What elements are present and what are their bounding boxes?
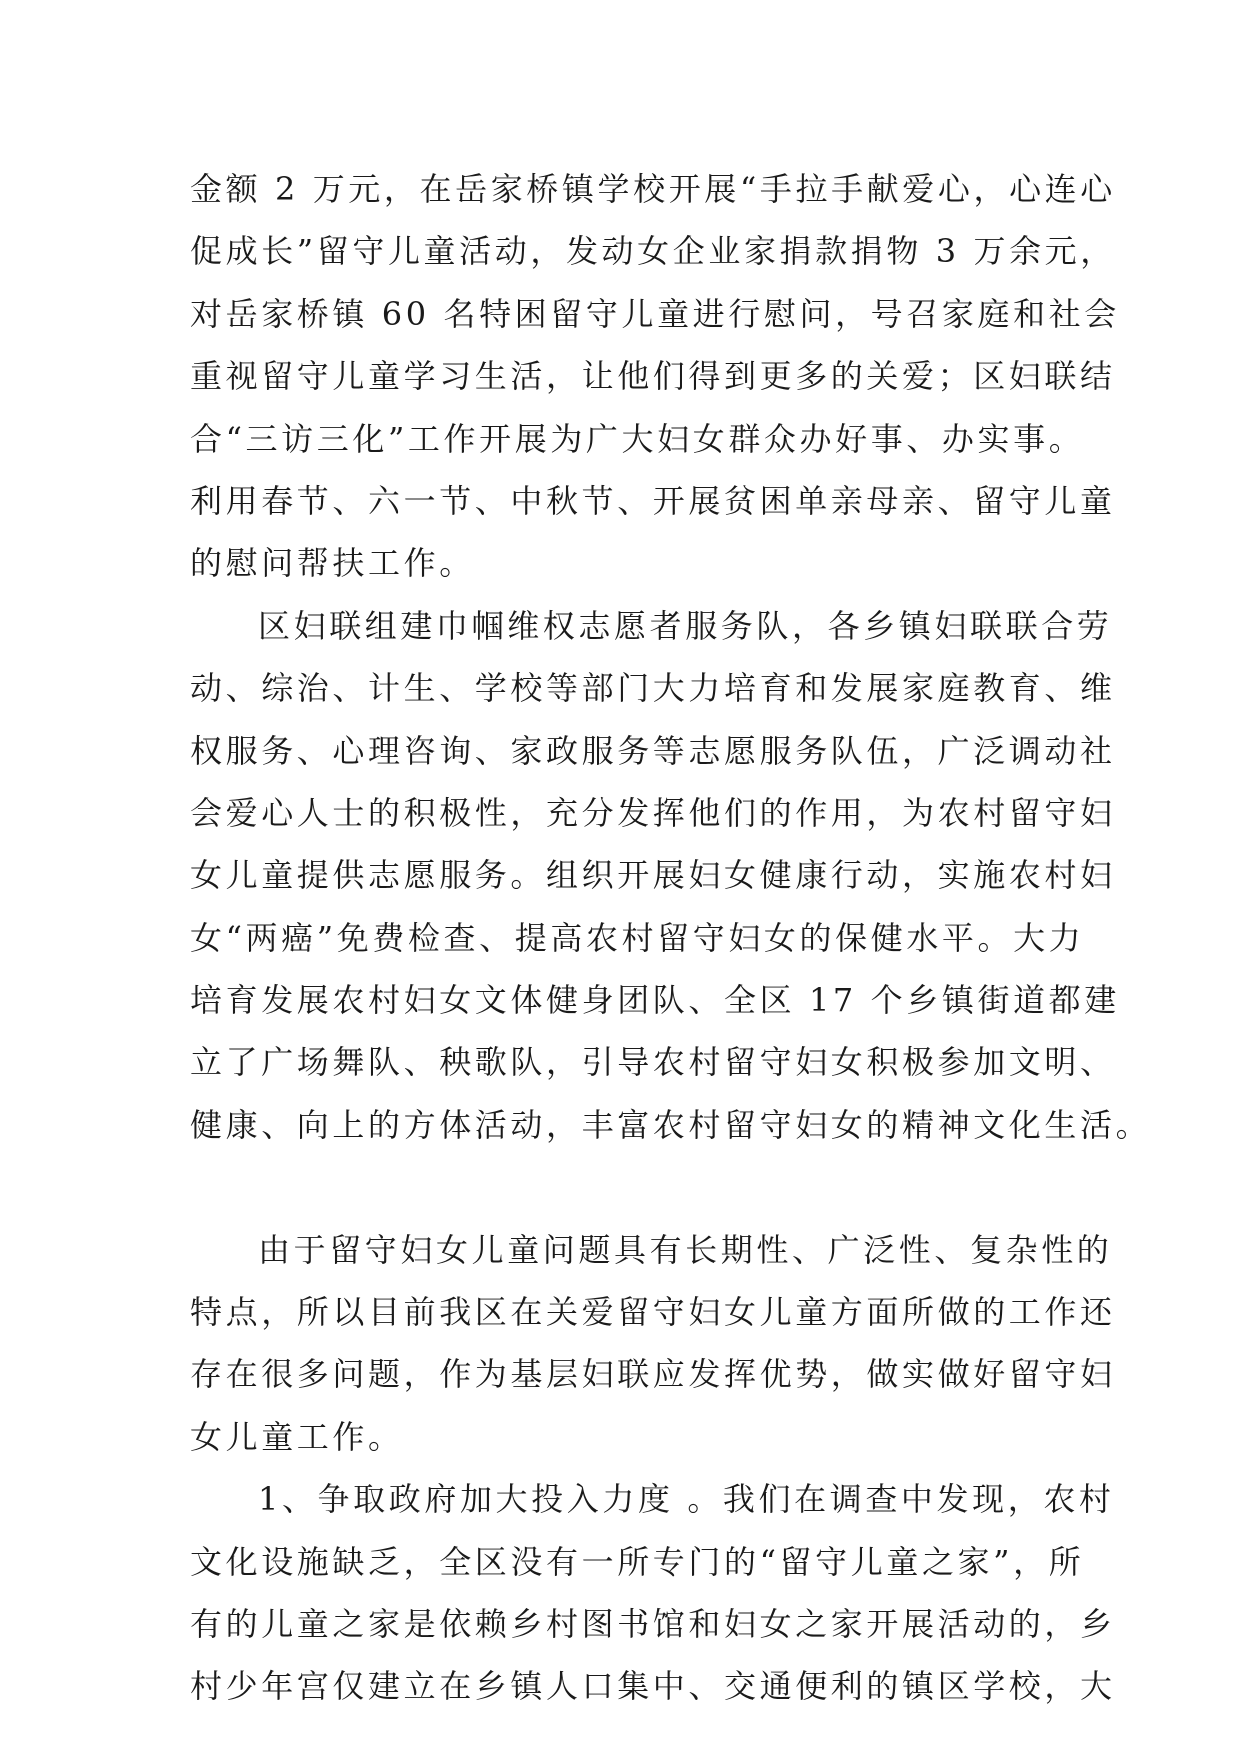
- text-line: 女儿童提供志愿服务。组织开展妇女健康行动，实施农村妇: [190, 856, 1116, 895]
- text-line: 培育发展农村妇女文体健身团队、全区 17 个乡镇街道都建: [190, 981, 1120, 1020]
- text-line: 由于留守妇女儿童问题具有长期性、广泛性、复杂性的: [258, 1230, 1113, 1269]
- text-line: 立了广场舞队、秧歌队，引导农村留守妇女积极参加文明、: [190, 1043, 1116, 1082]
- paragraph-1: [190, 158, 1120, 595]
- text-line: 特点，所以目前我区在关爱留守妇女儿童方面所做的工作还: [190, 1293, 1116, 1332]
- text-line: 文化设施缺乏，全区没有一所专门的“留守儿童之家”，所: [190, 1542, 1085, 1581]
- text-line: 合“三访三化”工作开展为广大妇女群众办好事、办实事。: [190, 419, 1085, 458]
- text-line: 区妇联组建巾帼维权志愿者服务队，各乡镇妇联联合劳: [258, 606, 1113, 645]
- text-line: 对岳家桥镇 60 名特困留守儿童进行慰问，号召家庭和社会: [190, 294, 1120, 333]
- text-line: [190, 1156, 1050, 1218]
- text-line: 促成长”留守儿童活动，发动女企业家捐款捐物 3 万余元，: [190, 232, 1116, 271]
- text-line: 存在很多问题，作为基层妇联应发挥优势，做实做好留守妇: [190, 1355, 1116, 1394]
- document-body: [190, 158, 1152, 1718]
- text-line: 村少年宫仅建立在乡镇人口集中、交通便利的镇区学校，大: [190, 1667, 1116, 1706]
- paragraph-4: [190, 1468, 1116, 1718]
- text-line: 的慰问帮扶工作。: [190, 544, 475, 583]
- text-line: 金额 2 万元，在岳家桥镇学校开展“手拉手献爱心，心连心: [190, 170, 1116, 208]
- text-line: 有的儿童之家是依赖乡村图书馆和妇女之家开展活动的，乡: [190, 1604, 1116, 1643]
- text-line: 权服务、心理咨询、家政服务等志愿服务队伍，广泛调动社: [190, 731, 1116, 770]
- text-line: 重视留守儿童学习生活，让他们得到更多的关爱；区妇联结: [190, 357, 1116, 396]
- text-line: 1、争取政府加大投入力度 。我们在调查中发现，农村: [258, 1480, 1115, 1519]
- text-line: 健康、向上的方体活动，丰富农村留守妇女的精神文化生活。: [190, 1105, 1152, 1144]
- paragraph-2: [190, 595, 1152, 1219]
- paragraph-3: [190, 1219, 1116, 1469]
- text-line: 会爱心人士的积极性，充分发挥他们的作用，为农村留守妇: [190, 793, 1116, 832]
- text-line: 利用春节、六一节、中秋节、开展贫困单亲母亲、留守儿童: [190, 481, 1116, 520]
- text-line: 女儿童工作。: [190, 1417, 404, 1456]
- text-line: 女“两癌”免费检查、提高农村留守妇女的保健水平。大力: [190, 918, 1085, 957]
- text-line: 动、综治、计生、学校等部门大力培育和发展家庭教育、维: [190, 669, 1116, 708]
